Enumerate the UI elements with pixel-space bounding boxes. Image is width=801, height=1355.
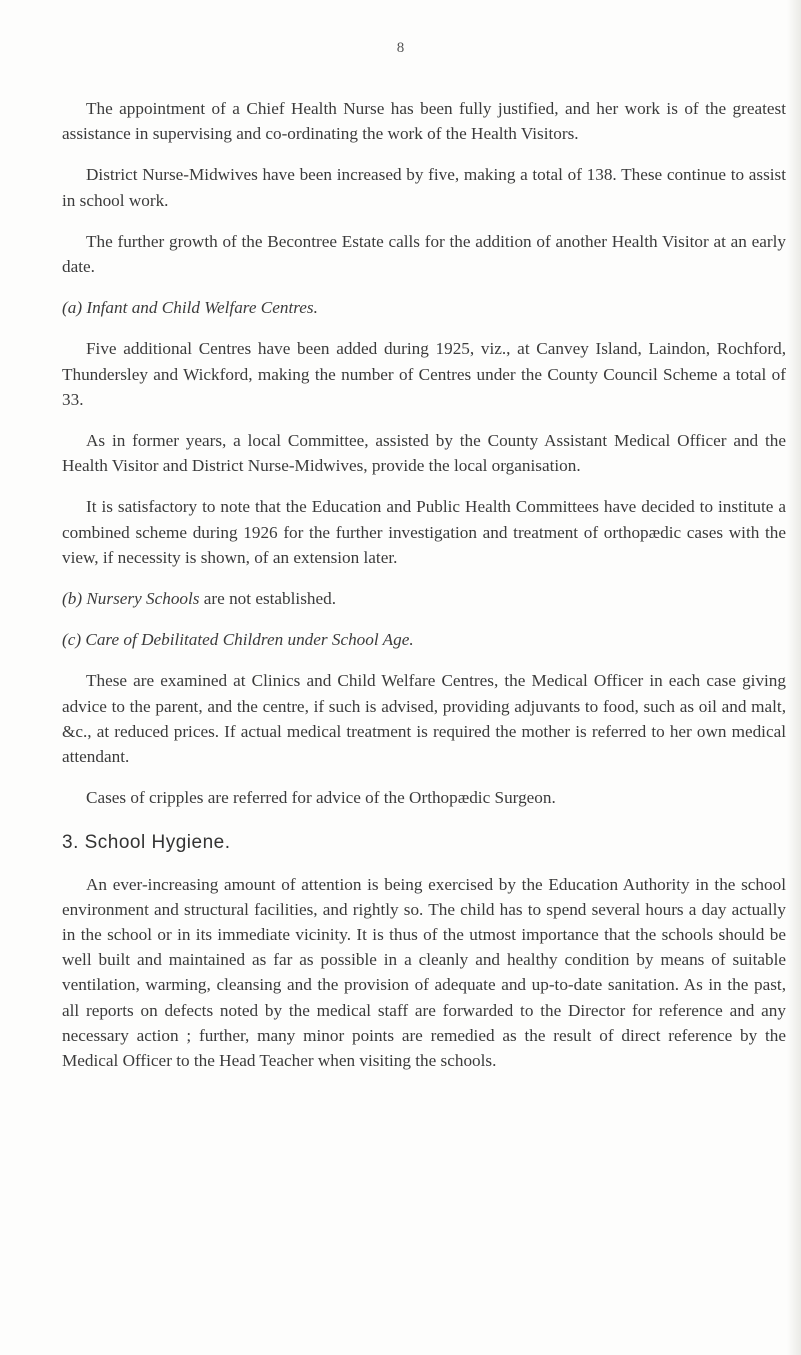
subheading-debilitated-children	[62, 627, 786, 652]
section-heading-school-hygiene: 3. School Hygiene.	[62, 832, 231, 854]
subheading-letter: (a)	[62, 298, 83, 318]
subheading-letter: (b)	[62, 589, 83, 609]
subheading-title: Infant and Child Welfare Centres.	[86, 298, 318, 318]
document-body	[62, 96, 786, 1073]
paragraph-orthopaedic-scheme: It is satisfactory to note that the Education and Public Health Committees have decided to institute a combined scheme during 1926 for the further investigation and treatment of orthopædic cases with the view, if necessity is shown, of an extension later.	[62, 497, 786, 567]
subheading-rest: are not established.	[203, 589, 337, 609]
paragraph-local-committee: As in former years, a local Committee, assisted by the County Assistant Medical Officer and the Health Visitor and District Nurse-Midwives, provide the local organisation.	[62, 431, 786, 476]
subheading-nursery-schools	[62, 586, 786, 611]
page-edge-shadow	[787, 0, 801, 1355]
subheading-title: Care of Debilitated Children under School Age.	[85, 630, 414, 650]
subheading-infant-child-welfare	[62, 295, 786, 320]
subheading-title: Nursery Schools	[86, 589, 200, 609]
paragraph-chief-health-nurse: The appointment of a Chief Health Nurse has been fully justified, and her work is of the greatest assistance in supervising and co-ordinating the work of the Health Visitors.	[62, 99, 786, 144]
paragraph-school-hygiene: An ever-increasing amount of attention is being exercised by the Education Authority in the school environment and structural facilities, and rightly so. The child has to spend several hours a day actually in the school or in its immediate vicinity. It is thus of the utmost importance that the schools should be well built and maintained as far as possible in a cleanly and healthy condition by means of suitable ventilation, warming, cleansing and the provision of adequate and up-to-date sanitation. As in the past, all reports on defects noted by the medical staff are forwarded to the Director for reference and any necessary action ; further, many minor points are remedied as the result of direct reference by the Medical Officer to the Head Teacher when visiting the schools.	[62, 874, 786, 1071]
paragraph-district-nurse-midwives: District Nurse-Midwives have been increased by five, making a total of 138. These continue to assist in school work.	[62, 165, 786, 210]
paragraph-additional-centres: Five additional Centres have been added during 1925, viz., at Canvey Island, Laindon, Rochford, Thundersley and Wickford, making the number of Centres under the County Council Scheme a total of 33.	[62, 339, 786, 409]
page-number: 8	[396, 40, 405, 56]
paragraph-cripples: Cases of cripples are referred for advice of the Orthopædic Surgeon.	[86, 788, 556, 808]
subheading-letter: (c)	[62, 630, 82, 650]
paragraph-becontree-estate: The further growth of the Becontree Estate calls for the addition of another Health Visitor at an early date.	[62, 231, 786, 277]
paragraph-clinics-examination: These are examined at Clinics and Child Welfare Centres, the Medical Officer in each case giving advice to the parent, and the centre, if such is advised, providing adjuvants to food, such as oil and malt, &c., at reduced prices. If actual medical treatment is required the mother is referred to her own medical attendant.	[62, 671, 786, 767]
